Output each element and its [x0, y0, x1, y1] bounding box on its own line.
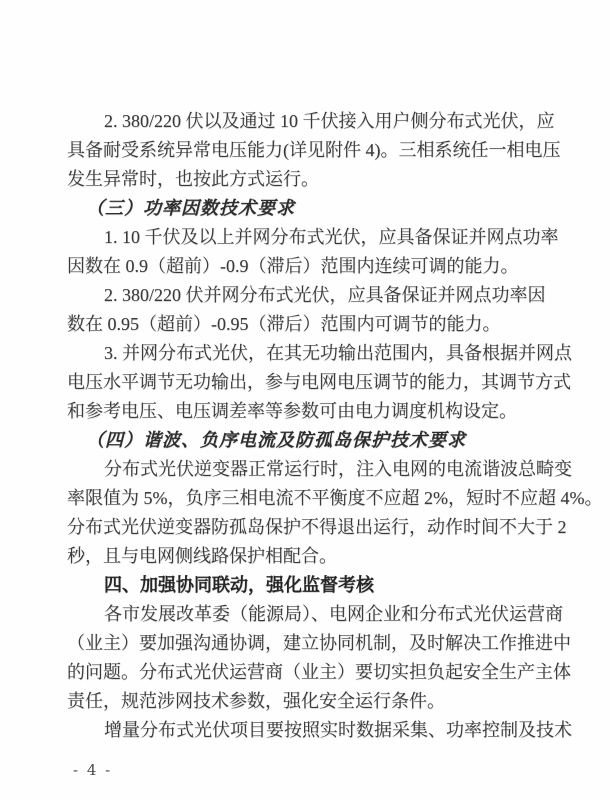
body-line: 的问题。分布式光伏运营商（业主）要切实担负起安全生产主体: [67, 662, 571, 682]
body-line: 2. 380/220 伏并网分布式光伏，应具备保证并网点功率因: [104, 285, 546, 305]
document-body: [67, 107, 603, 745]
body-line: 数在 0.95（超前）-0.95（滞后）范围内可调节的能力。: [67, 314, 501, 334]
page-number: - 4 -: [73, 761, 113, 779]
body-line: 分布式光伏逆变器防孤岛保护不得退出运行，动作时间不大于 2: [67, 517, 567, 537]
body-line: 增量分布式光伏项目要按照实时数据采集、功率控制及技术: [104, 720, 572, 740]
body-line: 发生异常时，也按此方式运行。: [67, 169, 319, 189]
body-line: 率限值为 5%，负序三相电流不平衡度不应超 2%，短时不应超 4%。: [67, 488, 603, 508]
body-line: （业主）要加强沟通协调，建立协同机制，及时解决工作推进中: [67, 633, 571, 653]
body-line: 具备耐受系统异常电压能力(详见附件 4)。三相系统任一相电压: [67, 140, 561, 160]
chapter-heading-coordination-supervision: 四、加强协同联动，强化监督考核: [104, 575, 374, 595]
section-heading-power-factor: （三）功率因数技术要求: [86, 198, 295, 218]
body-line: 责任，规范涉网技术参数，强化安全运行条件。: [67, 691, 445, 711]
section-heading-harmonics-protection: （四）谐波、负序电流及防孤岛保护技术要求: [86, 430, 466, 450]
body-line: 1. 10 千伏及以上并网分布式光伏，应具备保证并网点功率: [104, 227, 559, 247]
body-line: 秒，且与电网侧线路保护相配合。: [67, 546, 337, 566]
body-line: 和参考电压、电压调差率等参数可由电力调度机构设定。: [67, 401, 517, 421]
body-line: 各市发展改革委（能源局）、电网企业和分布式光伏运营商: [104, 604, 563, 624]
body-line: 分布式光伏逆变器正常运行时，注入电网的电流谐波总畸变: [104, 459, 572, 479]
body-line: 因数在 0.9（超前）-0.9（滞后）范围内连续可调的能力。: [67, 256, 519, 276]
body-line: 3. 并网分布式光伏，在其无功输出范围内，具备根据并网点: [104, 343, 572, 363]
body-line: 电压水平调节无功输出，参与电网电压调节的能力，其调节方式: [67, 372, 571, 392]
body-line: 2. 380/220 伏以及通过 10 千伏接入用户侧分布式光伏，应: [104, 111, 555, 131]
